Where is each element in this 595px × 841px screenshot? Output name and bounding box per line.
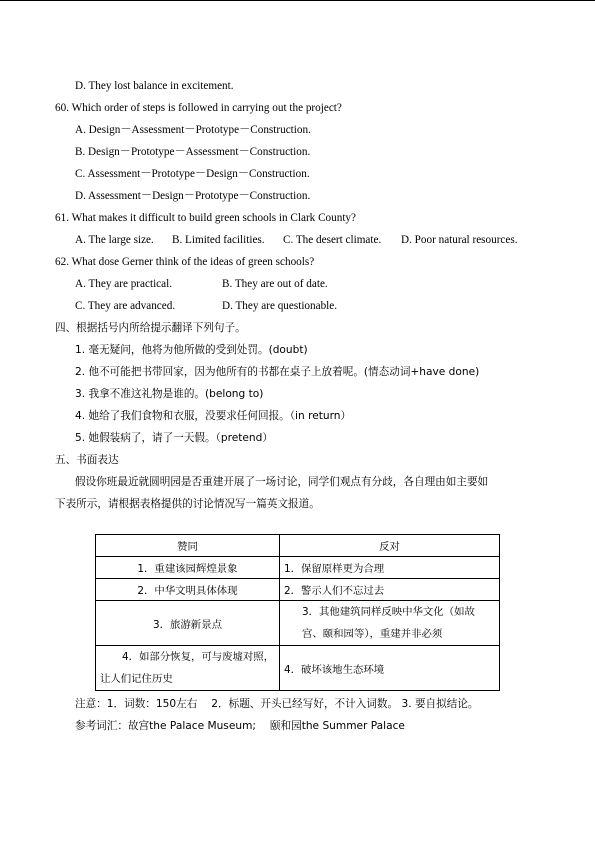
- section4-item-5: 5. 她假装病了，请了一天假。（pretend）: [75, 432, 273, 444]
- q62-option-a: A. They are practical.: [75, 278, 173, 290]
- q60-stem: 60. Which order of steps is followed in carrying out the project?: [55, 102, 342, 114]
- table-row: [96, 601, 500, 646]
- q59-option-d: D. They lost balance in excitement.: [75, 80, 234, 92]
- table-cell-against: 2．警示人们不忘过去: [280, 579, 500, 601]
- q60-option-d: D. Assessment－Design－Prototype－Construction.: [75, 190, 311, 202]
- writing-note: 注意：1．词数：150左右 2．标题、开头已经写好，不计入词数。 3. 要自拟结论。: [75, 698, 479, 710]
- table-row: [96, 646, 500, 691]
- section5-prompt-line2: 下表所示，请根据表格提供的讨论情况写一篇英文报道。: [55, 498, 320, 510]
- q61-option-c: C. The desert climate.: [283, 234, 382, 246]
- q62-option-d: D. They are questionable.: [222, 300, 338, 312]
- header-for: 赞同: [96, 535, 280, 557]
- table-cell-for: 4．如部分恢复，可与废墟对照，让人们记住历史: [96, 646, 280, 691]
- q62-options-row2: [75, 299, 375, 313]
- q61-stem: 61. What makes it difficult to build green schools in Clark County?: [55, 212, 356, 224]
- section5-prompt-line1: 假设你班最近就圆明园是否重建开展了一场讨论，同学们观点有分歧，各自理由如主要如: [75, 476, 489, 488]
- table-cell-against: 4．破坏该地生态环境: [280, 646, 500, 691]
- table-row: [96, 579, 500, 601]
- table-cell-for: 1．重建该园辉煌景象: [96, 557, 280, 579]
- q61-option-a: A. The large size.: [75, 234, 154, 246]
- q61-option-d: D. Poor natural resources.: [401, 234, 518, 246]
- discussion-table: [95, 534, 500, 691]
- section4-item-3: 3. 我拿不准这礼物是谁的。(belong to): [75, 388, 264, 400]
- q60-option-c: C. Assessment－Prototype－Design－Construction.: [75, 168, 310, 180]
- section4-item-4: 4. 她给了我们食物和衣服，没要求任何回报。（in return）: [75, 410, 352, 422]
- section4-item-2: 2. 他不可能把书带回家，因为他所有的书都在桌子上放着呢。(情态动词+have done): [75, 366, 480, 378]
- section4-heading: 四、根据括号内所给提示翻译下列句子。: [55, 322, 246, 334]
- reference-vocabulary: 参考词汇：故宫the Palace Museum; 颐和园the Summer Palace: [75, 720, 405, 732]
- table-header-row: [96, 535, 500, 557]
- q60-option-b: B. Design－Prototype－Assessment－Construction.: [75, 146, 311, 158]
- section4-item-1: 1. 毫无疑问，他将为他所做的受到处罚。(doubt): [75, 344, 308, 356]
- table-cell-against: 3．其他建筑同样反映中华文化（如故宫、颐和园等），重建并非必须: [280, 601, 500, 646]
- q62-option-c: C. They are advanced.: [75, 300, 176, 312]
- q62-stem: 62. What dose Gerner think of the ideas of green schools?: [55, 256, 315, 268]
- table-cell-for: 3．旅游新景点: [96, 601, 280, 646]
- table-cell-for: 2．中华文明具体体现: [96, 579, 280, 601]
- q60-option-a: A. Design－Assessment－Prototype－Construction.: [75, 124, 311, 136]
- table-row: [96, 557, 500, 579]
- q61-option-b: B. Limited facilities.: [172, 234, 265, 246]
- table-cell-against: 1．保留原样更为合理: [280, 557, 500, 579]
- q61-options: [75, 233, 535, 247]
- header-against: 反对: [280, 535, 500, 557]
- section5-heading: 五、书面表达: [55, 454, 119, 466]
- q62-option-b: B. They are out of date.: [222, 278, 328, 290]
- q62-options-row1: [75, 277, 375, 291]
